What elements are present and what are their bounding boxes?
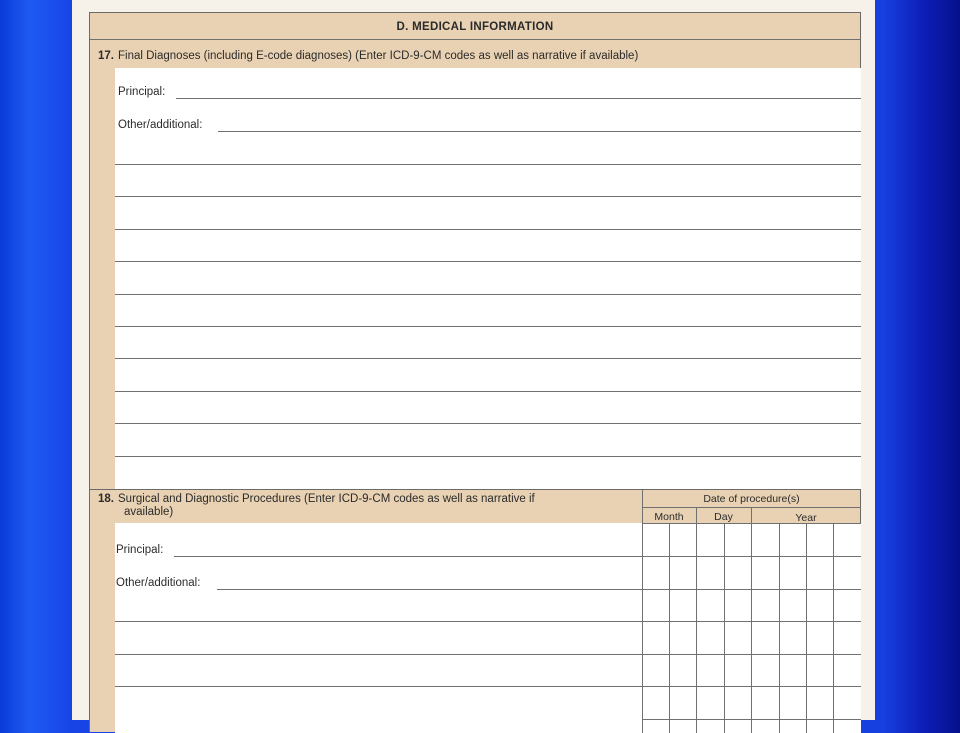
q18-text-line1: Surgical and Diagnostic Procedures (Enter ICD-9-CM codes as well as narrative if — [118, 493, 535, 505]
q18-writing-area — [115, 523, 642, 733]
q18-blank-line[interactable] — [115, 621, 642, 622]
month-column-label: Month — [654, 511, 684, 523]
date-row-rule — [642, 654, 861, 655]
q17-other-line[interactable] — [218, 131, 861, 132]
q17-blank-line[interactable] — [115, 294, 861, 295]
date-row-rule — [642, 686, 861, 687]
q17-number: 17. — [98, 50, 114, 62]
q17-principal-line[interactable] — [176, 98, 861, 99]
date-digit-divider — [669, 523, 670, 733]
q17-other-label: Other/additional: — [118, 119, 203, 131]
q18-other-label: Other/additional: — [116, 577, 201, 589]
date-grid-separator — [696, 523, 697, 733]
q18-blank-line[interactable] — [115, 654, 642, 655]
q17-blank-line[interactable] — [115, 164, 861, 165]
q18-other-line[interactable] — [217, 589, 642, 590]
q18-heading — [98, 493, 535, 519]
q17-heading — [98, 50, 638, 62]
q17-blank-line[interactable] — [115, 326, 861, 327]
date-digit-divider — [833, 523, 834, 733]
section-title: D. MEDICAL INFORMATION — [90, 13, 860, 40]
date-of-procedure-header: Date of procedure(s) — [703, 493, 800, 505]
q17-blank-line[interactable] — [115, 423, 861, 424]
q18-number: 18. — [98, 493, 114, 505]
q17-blank-line[interactable] — [115, 391, 861, 392]
section-divider — [90, 489, 860, 490]
q17-blank-line[interactable] — [115, 196, 861, 197]
date-digit-divider — [779, 523, 780, 733]
q17-blank-line[interactable] — [115, 456, 861, 457]
q18-principal-line[interactable] — [174, 556, 642, 557]
medical-information-form — [89, 12, 861, 732]
q17-blank-line[interactable] — [115, 261, 861, 262]
date-grid-separator — [751, 523, 752, 733]
day-column-label: Day — [714, 511, 733, 523]
q17-text: Final Diagnoses (including E-code diagnoses) (Enter ICD-9-CM codes as well as narrative if available) — [118, 50, 639, 62]
q18-principal-label: Principal: — [116, 544, 164, 556]
q18-blank-line[interactable] — [115, 686, 642, 687]
q17-blank-line[interactable] — [115, 358, 861, 359]
year-column-label: Year — [795, 512, 817, 524]
q17-blank-line[interactable] — [115, 229, 861, 230]
date-row-rule — [642, 621, 861, 622]
date-row-rule — [642, 589, 861, 590]
q18-text-line2: available) — [124, 506, 174, 518]
date-digit-divider — [724, 523, 725, 733]
q17-principal-label: Principal: — [118, 86, 166, 98]
date-digit-divider — [806, 523, 807, 733]
date-row-rule — [642, 556, 861, 557]
